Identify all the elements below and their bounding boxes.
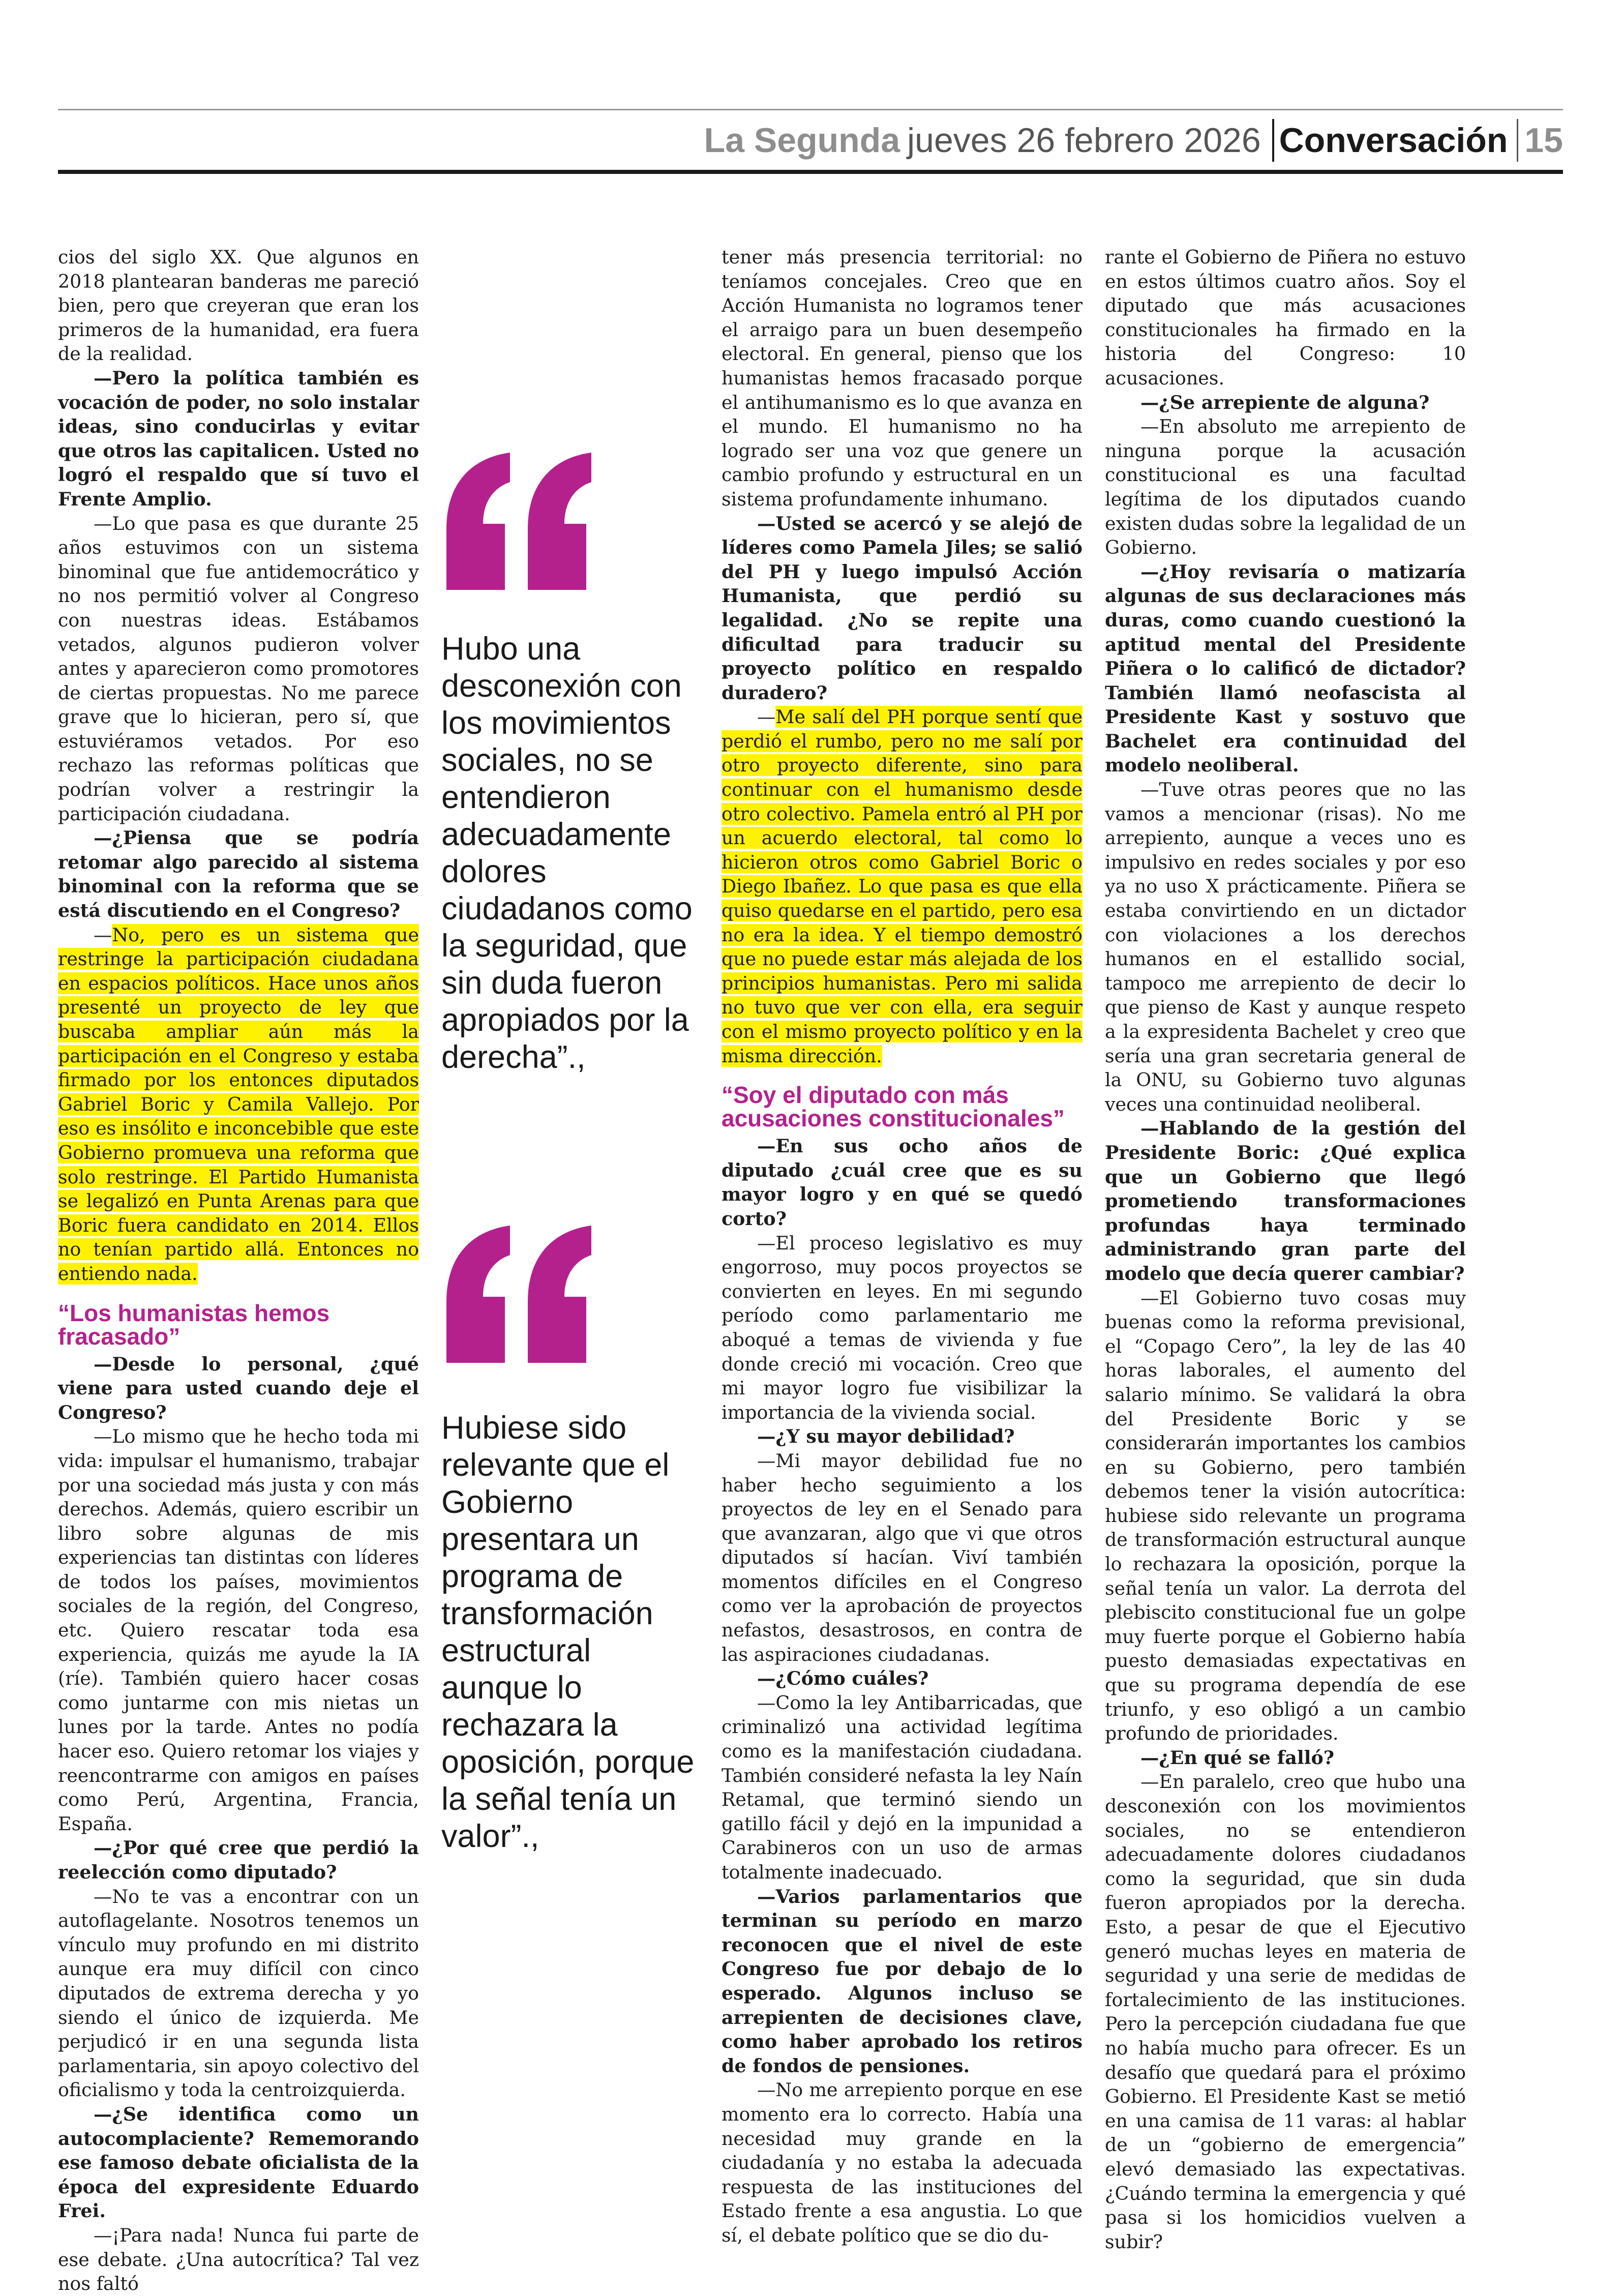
article-column-1: [58, 245, 419, 2296]
interview-answer: —¡Para nada! Nunca fui parte de ese debate. ¿Una autocrítica? Tal vez nos faltó: [58, 2224, 419, 2295]
section-subheading: “Los humanistas hemos fracasado”: [58, 1299, 330, 1350]
pull-quote: [441, 1226, 706, 1855]
quote-mark-icon: [441, 453, 594, 595]
header-top-rule: [58, 109, 1563, 110]
interview-question: —Hablando de la gestión del Presidente Boric: ¿Qué explica que un Gobierno que llegó prometiendo transformaciones profundas haya terminado administrando gran parte del modelo que decía querer cambiar?: [1105, 1117, 1466, 1285]
interview-answer: —No me arrepiento porque en ese momento era lo correcto. Había una necesidad muy grande en la ciudadanía y no estaba la adecuada respuesta de las instituciones del Estado frente a esa angustia. Lo que sí, el debate político que se dio du-: [722, 2079, 1083, 2246]
interview-answer: —Como la ley Antibarricadas, que criminalizó una actividad legítima como es la manifestación ciudadana. También consideré nefasta la ley Naín Retamal, que terminó siendo un gatillo fácil y dejó en la impunidad a Carabineros con un uso de armas totalmente inadecuado.: [722, 1691, 1083, 1883]
highlighted-text: Me salí del PH porque sentí que perdió el rumbo, pero no me salí por otro proyecto diferente, sino para continuar con el humanismo desde otro colectivo. Pamela entró al PH por un acuerdo electoral, tal como lo hicieron otros como Gabriel Boric o Diego Ibañez. Lo que pasa es que ella quiso quedarse en el partido, pero esa no era la idea. Y el tiempo demostró que no puede estar más alejada de los principios humanistas. Pero mi salida no tuvo que ver con ella, era seguir con el mismo proyecto político y en la misma dirección.: [722, 706, 1083, 1067]
interview-question: —Desde lo personal, ¿qué viene para usted cuando deje el Congreso?: [58, 1353, 419, 1423]
interview-question: —Pero la política también es vocación de poder, no solo instalar ideas, sino conducirlas y evitar que otros las capitalicen. Usted no logró el respaldo que sí tuvo el Frente Amplio.: [58, 367, 419, 510]
interview-question: —Usted se acercó y se alejó de líderes como Pamela Jiles; se salió del PH y luego impulsó Acción Humanista, que perdió su legalidad. ¿No se repite una dificultad para traducir su proyecto político en respaldo duradero?: [722, 512, 1083, 704]
body-paragraph: tener más presencia territorial: no teníamos concejales. Creo que en Acción Humanista no logramos tener el arraigo para un buen desempeño electoral. En general, pienso que los humanistas hemos fracasado porque el antihumanismo es lo que avanza en el mundo. El humanismo no ha logrado ser una voz que genere un cambio profundo y estructural en un sistema profundamente inhumano.: [722, 246, 1083, 510]
body-paragraph: rante el Gobierno de Piñera no estuvo en estos últimos cuatro años. Soy el diputado que más acusaciones constitucionales ha firmado en la historia del Congreso: 10 acusaciones.: [1105, 246, 1466, 389]
newspaper-name: La Segunda: [704, 121, 900, 160]
interview-answer: [722, 705, 1083, 1068]
interview-answer: —Mi mayor debilidad fue no haber hecho seguimiento a los proyectos de ley en el Senado para que avanzaran, algo que vi que otros diputados sí hacían. Viví también momentos difíciles en el Congreso como ver la aprobación de proyectos nefastos, desastrosos, en contra de las aspiraciones ciudadanas.: [722, 1449, 1083, 1665]
interview-answer: —El Gobierno tuvo cosas muy buenas como la reforma previsional, el “Copago Cero”, la ley de las 40 horas laborales, el aumento del salario mínimo. Se validará la obra del Presidente Boric y se considerarán importantes los cambios en su Gobierno, pero también debemos tener la visión autocrítica: hubiese sido relevante un programa de transformación estructural aunque lo rechazara la oposición, porque la señal tenía un valor. La derrota del plebiscito constitucional fue un golpe muy fuerte porque el Gobierno había puesto demasiadas expectativas en que su programa dependía de ese triunfo, y eso obligó a un cambio profundo de prioridades.: [1105, 1287, 1466, 1745]
interview-answer: —El proceso legislativo es muy engorroso, muy pocos proyectos se convierten en leyes. En mi segundo período como parlamentario me aboqué a temas de vivienda y fue donde creció mi vocación. Creo que mi mayor logro fue visibilizar la importancia de la vivienda social.: [722, 1232, 1083, 1423]
interview-answer: [58, 923, 419, 1286]
answer-dash: —: [757, 706, 776, 728]
interview-question: —Varios parlamentarios que terminan su período en marzo reconocen que el nivel de este Congreso fue por debajo de lo esperado. Algunos incluso se arrepienten de decisiones clave, como haber aprobado los retiros de fondos de pensiones.: [722, 1885, 1083, 2077]
interview-question: —En sus ocho años de diputado ¿cuál cree que es su mayor logro y en qué se quedó corto?: [722, 1135, 1083, 1230]
folio-line: [704, 115, 1563, 166]
interview-question: —¿Por qué cree que perdió la reelección como diputado?: [58, 1837, 419, 1883]
pull-quote-text: Hubo una desconexión con los movimientos sociales, no se entendieron adecuadamente dolores ciudadanos como la seguridad, que sin duda fueron apropiados por la derecha”.,: [441, 631, 693, 1075]
interview-question: —¿Hoy revisaría o matizaría algunas de sus declaraciones más duras, como cuando cuestionó la aptitud mental del Presidente Piñera o lo calificó de dictador? También llamó neofascista al Presidente Kast y sostuvo que Bachelet era continuidad del modelo neoliberal.: [1105, 560, 1466, 777]
pull-quote: [441, 453, 706, 1076]
folio-divider: [1272, 119, 1274, 162]
interview-answer: —No te vas a encontrar con un autoflagelante. Nosotros tenemos un vínculo muy profundo en mi distrito aunque era muy difícil con cinco diputados de extrema derecha y yo siendo el único de izquierda. Me perjudicó ir en una segunda lista parlamentaria, sin apoyo colectivo del oficialismo y toda la centroizquierda.: [58, 1885, 419, 2101]
article-column-2: [722, 245, 1083, 2248]
interview-question: —¿Piensa que se podría retomar algo parecido al sistema binominal con la reforma que se está discutiendo en el Congreso?: [58, 827, 419, 922]
body-paragraph: cios del siglo XX. Que algunos en 2018 plantearan banderas me pareció bien, pero que creyeran que eran los primeros de la humanidad, era fuera de la realidad.: [58, 246, 419, 365]
page-number: 15: [1524, 121, 1563, 160]
answer-dash: —: [94, 923, 112, 946]
interview-question: —¿Y su mayor debilidad?: [757, 1425, 1015, 1448]
article-column-3: [1105, 245, 1466, 2254]
folio-divider: [1517, 119, 1518, 162]
header-bottom-rule: [58, 170, 1563, 174]
issue-date: jueves 26 febrero 2026: [907, 121, 1261, 160]
interview-answer: —Lo que pasa es que durante 25 años estuvimos con un sistema binominal que fue antidemocrático y no nos permitió volver al Congreso con nuestras ideas. Estábamos vetados, algunos pudieron volver antes y aparecieron como promotores de ciertas propuestas. No me parece grave que lo hicieran, pero sí, que estuviéramos vetados. Por eso rechazo las reformas políticas que podrían volver a restringir la participación ciudadana.: [58, 512, 419, 825]
highlighted-text: No, pero es un sistema que restringe la participación ciudadana en espacios políticos. Hace unos años presenté un proyecto de ley que buscaba ampliar aún más la participación en el Congreso y estaba firmado por los entonces diputados Gabriel Boric y Camila Vallejo. Por eso es insólito e inconcebible que este Gobierno promueva una reforma que solo restringe. El Partido Humanista se legalizó en Punta Arenas para que Boric fuera candidato en 2014. Ellos no tenían partido allá. Entonces no entiendo nada.: [58, 923, 419, 1285]
interview-answer: —En absoluto me arrepiento de ninguna porque la acusación constitucional es una facultad legítima de los diputados cuando existen dudas sobre la legalidad de un Gobierno.: [1105, 415, 1466, 559]
interview-answer: —Lo mismo que he hecho toda mi vida: impulsar el humanismo, trabajar por una sociedad más justa y con más derechos. Además, quiero escribir un libro sobre algunas de mis experiencias tan distintas con líderes de todos los países, movimientos sociales de la región, del Congreso, etc. Quiero rescatar toda esa experiencia, quizás me ayude la IA (ríe). También quiero hacer cosas como juntarme con mis nietas un lunes por la tarde. Antes no podía hacer eso. Quiero retomar los viajes y reencontrarme con amigos en países como Perú, Argentina, Francia, España.: [58, 1425, 419, 1835]
interview-question: —¿Se identifica como un autocomplaciente? Rememorando ese famoso debate oficialista de la época del expresidente Eduardo Frei.: [58, 2103, 419, 2222]
interview-question: —¿En qué se falló?: [1140, 1746, 1335, 1769]
interview-question: —¿Se arrepiente de alguna?: [1140, 391, 1430, 413]
interview-question: —¿Cómo cuáles?: [757, 1667, 929, 1690]
page-header: [58, 109, 1563, 174]
quote-mark-icon: [441, 1226, 594, 1368]
pull-quote-text: Hubiese sido relevante que el Gobierno presentara un programa de transformación estructural aunque lo rechazara la oposición, porque la señal tenía un valor”.,: [441, 1410, 695, 1854]
section-name: Conversación: [1279, 121, 1508, 160]
section-subheading: “Soy el diputado con más acusaciones constitucionales”: [722, 1082, 1065, 1132]
interview-answer: —En paralelo, creo que hubo una desconexión con los movimientos sociales, no se entendieron adecuadamente dolores ciudadanos como la seguridad, que sin duda fueron apropiados por la derecha. Esto, a pesar de que el Ejecutivo generó muchas leyes en materia de seguridad y una serie de medidas de fortalecimiento de las instituciones. Pero la percepción ciudadana fue que no había mucho para ofrecer. Es un desafío que quedará para el próximo Gobierno. El Presidente Kast se metió en una camisa de 11 varas: al hablar de un “gobierno de emergencia” elevó demasiado las expectativas. ¿Cuándo termina la emergencia y qué pasa si los homicidios vuelven a subir?: [1105, 1771, 1466, 2253]
interview-answer: —Tuve otras peores que no las vamos a mencionar (risas). No me arrepiento, aunque a veces uno es impulsivo en redes sociales y por eso ya no uso X prácticamente. Piñera se estaba convirtiendo en un dictador con violaciones a los derechos humanos en el estallido social, tampoco me arrepiento de decir lo que pienso de Kast y aunque respeto a la expresidenta Bachelet y creo que sería una gran secretaria general de la ONU, su Gobierno tuvo algunas veces una continuidad neoliberal.: [1105, 779, 1466, 1115]
